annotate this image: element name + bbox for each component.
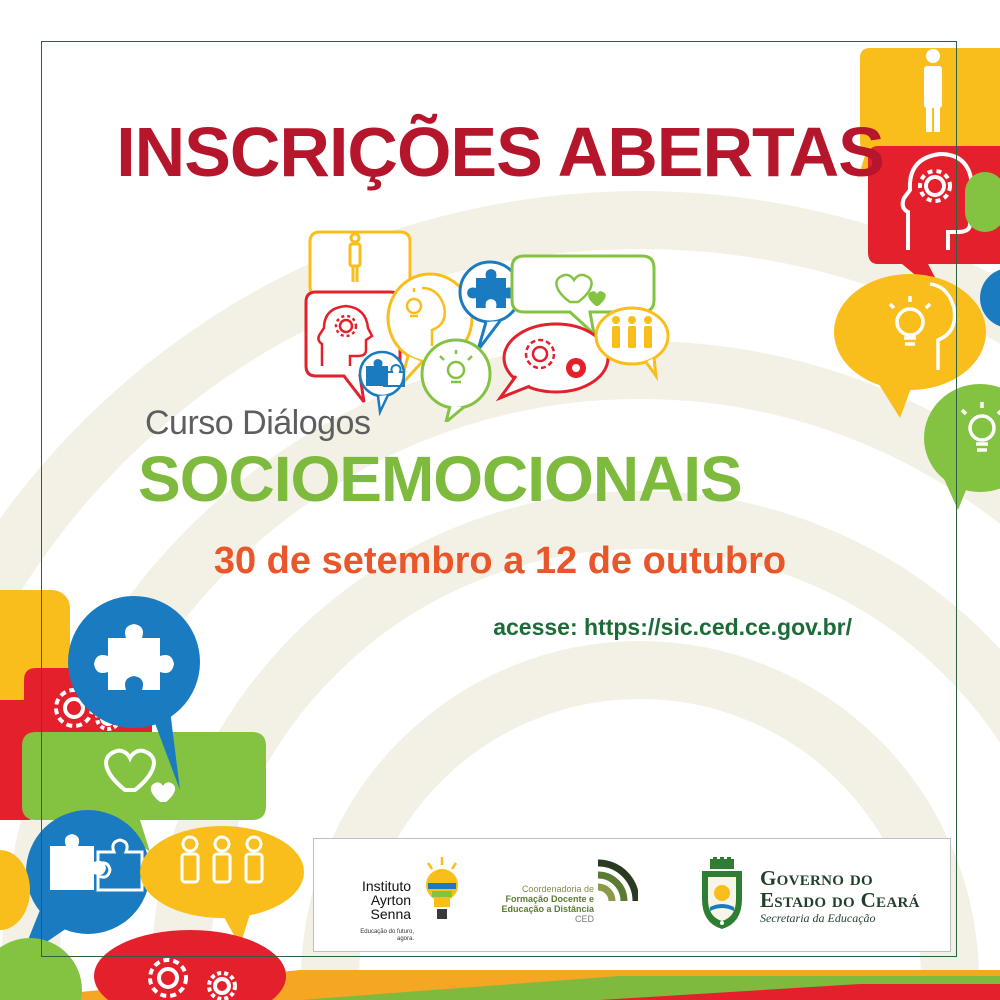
- ias-tagline: Educação do futuro, agora.: [360, 929, 414, 942]
- access-url[interactable]: acesse: https://sic.ced.ce.gov.br/: [493, 614, 852, 640]
- icon-cluster: [300, 226, 670, 422]
- ced-logo-text: Coordenadoria de Formação Docente e Educação a Distância CED: [501, 884, 594, 924]
- ced-arcs-icon: [594, 859, 638, 907]
- course-title: SOCIOEMOCIONAIS: [138, 443, 742, 515]
- ceara-coat-of-arms-icon: [698, 857, 746, 931]
- course-dates: 30 de setembro a 12 de outubro: [213, 540, 787, 582]
- government-logo-text: Governo do Estado do Ceará Secretaria da Educação: [760, 866, 920, 925]
- lightbulb-logo-icon: [422, 855, 462, 925]
- ias-logo-text: Instituto Ayrton Senna: [362, 878, 412, 922]
- logos-box: [313, 838, 951, 952]
- course-pre-title: Curso Diálogos: [145, 404, 371, 442]
- headline: INSCRIÇÕES ABERTAS: [116, 113, 884, 191]
- group-icon: [612, 316, 652, 348]
